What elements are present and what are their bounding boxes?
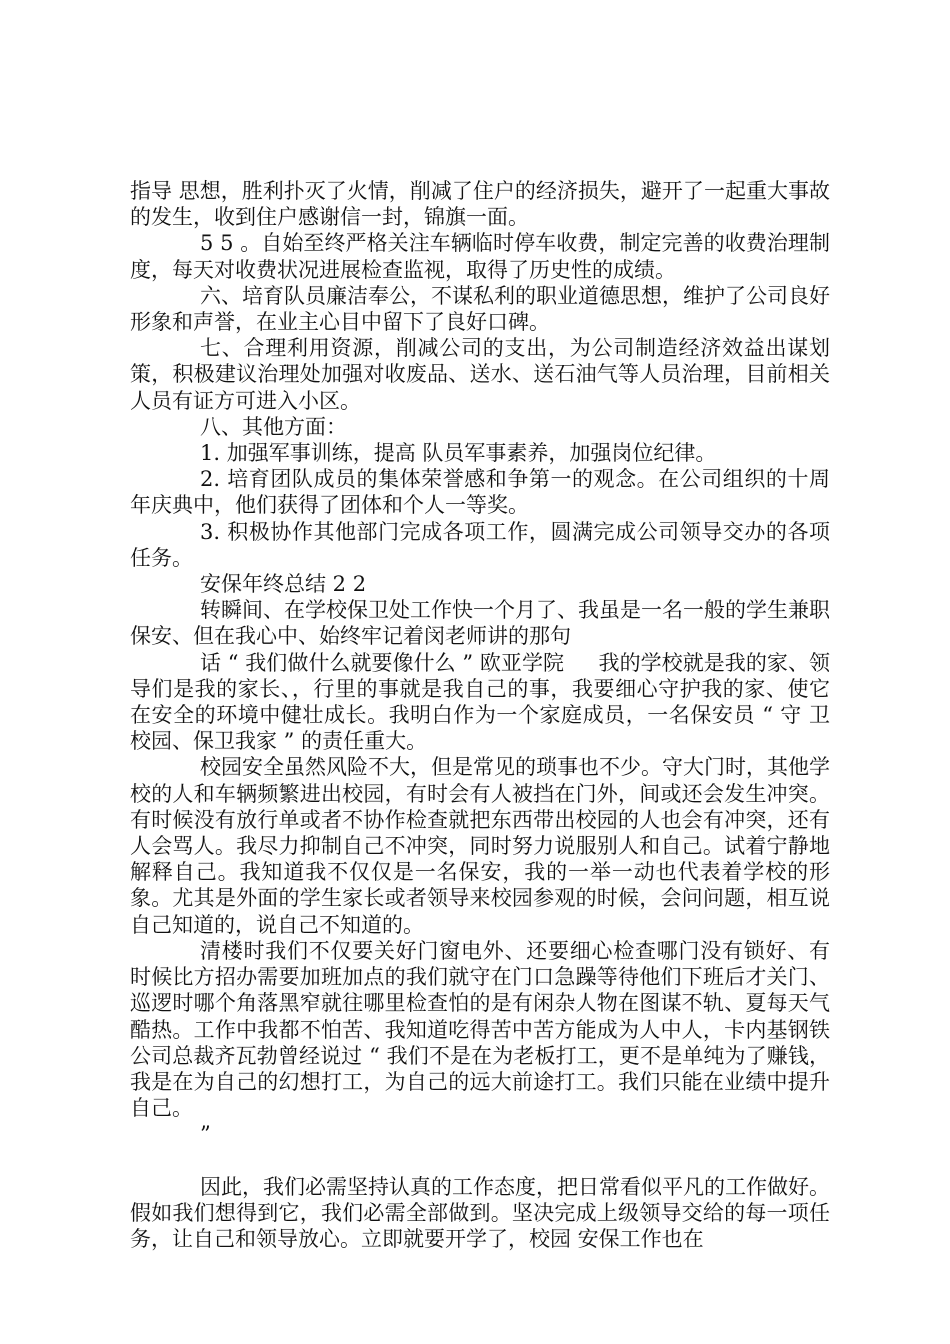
section-heading-other: 八、其他方面： bbox=[200, 414, 347, 439]
document-body bbox=[130, 178, 830, 1252]
paragraph-resources: 七、合理利用资源，削减公司的支出，为公司制造经济效益出谋划策，积极建议治理处加强对收废品、送水、送石油气等人员治理，目前相关人员有证方可进入小区。 bbox=[130, 336, 830, 413]
list-item-1: 1. 加强军事训练，提高 队员军事素养，加强岗位纪律。 bbox=[200, 441, 717, 466]
section-title-summary-2: 安保年终总结 2 2 bbox=[200, 572, 367, 597]
paragraph-fire-incident: 指导 思想，胜利扑灭了火情，削减了住户的经济损失，避开了一起重大事故的发生，收到住户感谢信一封，锦旗一面。 bbox=[130, 179, 830, 230]
list-item-2: 2. 培育团队成员的集体荣誉感和争第一的观念。在公司组织的十周年庆典中，他们获得了团体和个人一等奖。 bbox=[130, 467, 830, 518]
paragraph-campus-safety: 校园安全虽然风险不大，但是常见的琐事也不少。守大门时，其他学校的人和车辆频繁进出校园，有时会有人被挡在门外，间或还会发生冲突。有时候没有放行单或者不协作检查就把东西带出校园的人也会有冲突，还有人会骂人。我尽力抑制自己不冲突，同时努力说服别人和自己。试着宁静地解释自己。我知道我不仅仅是一名保安，我的一举一动也代表着学校的形象。尤其是外面的学生家长或者领导来校园参观的时候，会问问题，相互说自己知道的，说自己不知道的。 bbox=[130, 755, 830, 937]
paragraph-quote-school: 话 “ 我们做什么就要像什么 ” 欧亚学院 我的学校就是我的家、领导们是我的家长、，行里的事就是我自己的事，我要细心守护我的家、使它在安全的环境中健壮成长。我明白作为一个家庭成员，一名保安员 “ 守 卫校园、保卫我家 ” 的责任重大。 bbox=[130, 650, 830, 754]
paragraph-parking-fees: 5 5 。自始至终严格关注车辆临时停车收费，制定完善的收费治理制度，每天对收费状况进展检查监视，取得了历史性的成绩。 bbox=[130, 231, 830, 282]
paragraph-conclusion: 因此，我们必需坚持认真的工作态度，把日常看似平凡的工作做好。假如我们想得到它，我们必需全部做到。坚决完成上级领导交给的每一项任务，让自己和领导放心。立即就要开学了，校园 安保工作也在 bbox=[130, 1174, 830, 1251]
list-item-3: 3. 积极协作其他部门完成各项工作，圆满完成公司领导交办的各项任务。 bbox=[130, 519, 830, 570]
paragraph-integrity: 六、培育队员廉洁奉公，不谋私利的职业道德思想，维护了公司良好形象和声誉，在业主心目中留下了良好口碑。 bbox=[130, 283, 830, 335]
paragraph-intro: 转瞬间、在学校保卫处工作快一个月了、我虽是一名一般的学生兼职保安、但在我心中、始终牢记着闵老师讲的那句 bbox=[130, 598, 830, 649]
closing-quote-mark: ” bbox=[200, 1122, 211, 1147]
paragraph-building-check: 清楼时我们不仅要关好门窗电外、还要细心检查哪门没有锁好、有 时候比方招办需要加班加点的我们就守在门口急躁等待他们下班后才关门、巡逻时哪个角落黑窄就往哪里检查怕的是有闲杂人物在图谋不轨、夏每天气酷热。工作中我都不怕苦、我知道吃得苦中苦方能成为人中人，卡内基钢铁公司总裁齐瓦勃曾经说过 “ 我们不是在为老板打工，更不是单纯为了赚钱，我是在为自己的幻想打工，为自己的远大前途打工。我们只能在业绩中提升自己。 bbox=[130, 938, 830, 1121]
